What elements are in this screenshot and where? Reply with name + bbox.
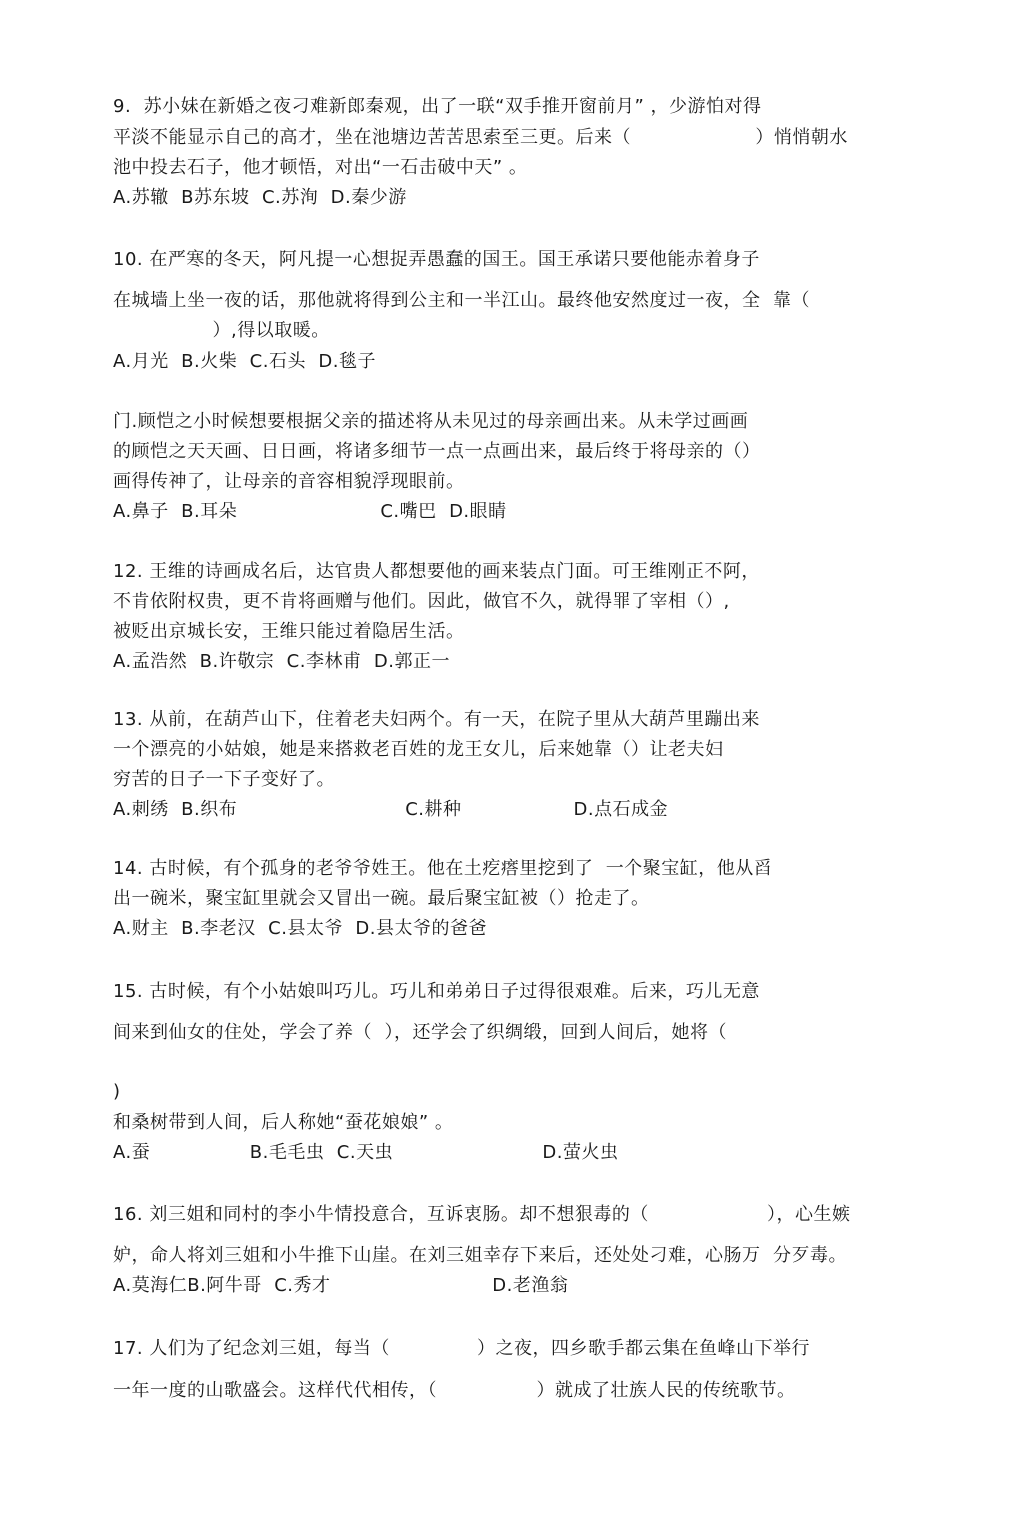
question-text-line: 17. 人们为了纪念刘三姐，每当（ ）之夜，四乡歌手都云集在鱼峰山下举行 <box>113 1338 810 1359</box>
question-text-line: 平淡不能显示自己的高才，坐在池塘边苦苦思索至三更。后来（ ）悄悄朝水 <box>113 127 848 148</box>
question-text-line: 出一碗米，聚宝缸里就会又冒出一碗。最后聚宝缸被（）抢走了。 <box>113 888 650 909</box>
answer-options: A.刺绣 B.织布 C.耕种 D.点石成金 <box>113 799 669 820</box>
question-text-line: 16. 刘三姐和同村的李小牛情投意合，互诉衷肠。却不想狠毒的（ ），心生嫉 <box>113 1204 851 1225</box>
question-text-line: 12. 王维的诗画成名后，达官贵人都想要他的画来装点门面。可王维刚正不阿， <box>113 561 760 582</box>
question-text-line: 间来到仙女的住处，学会了养（ ），还学会了织绸缎，回到人间后，她将（ <box>113 1022 727 1043</box>
question-text-line: 14. 古时候，有个孤身的老爷爷姓王。他在土疙瘩里挖到了 一个聚宝缸，他从舀 <box>113 858 773 879</box>
question-text-line: 和桑树带到人间，后人称她“蚕花娘娘” 。 <box>113 1112 454 1133</box>
question-text-line: 池中投去石子，他才顿悟，对出“一石击破中天” 。 <box>113 157 528 178</box>
question-text-line: 一个漂亮的小姑娘，她是来搭救老百姓的龙王女儿，后来她靠（）让老夫妇 <box>113 739 724 760</box>
answer-options: A.孟浩然 B.许敬宗 C.李林甫 D.郭正一 <box>113 651 450 672</box>
question-text-line: 15. 古时候，有个小姑娘叫巧儿。巧儿和弟弟日子过得很艰难。后来，巧儿无意 <box>113 981 760 1002</box>
answer-options: A.财主 B.李老汉 C.县太爷 D.县太爷的爸爸 <box>113 918 487 939</box>
question-text-line: 不肯依附权贵，更不肯将画赠与他们。因此，做官不久，就得罪了宰相（）, <box>113 591 730 612</box>
question-text-line: 妒，命人将刘三姐和小牛推下山崖。在刘三姐幸存下来后，还处处刁难，心肠万 分歹毒。 <box>113 1245 847 1266</box>
question-text-line: 在城墙上坐一夜的话，那他就将得到公主和一半江山。最终他安然度过一夜，全 靠（ <box>113 290 810 311</box>
question-text-line: 门.顾恺之小时候想要根据父亲的描述将从未见过的母亲画出来。从未学过画画 <box>113 411 749 432</box>
question-text-line: 13. 从前，在葫芦山下，住着老夫妇两个。有一天，在院子里从大葫芦里蹦出来 <box>113 709 760 730</box>
answer-options: A.月光 B.火柴 C.石头 D.毯子 <box>113 351 376 372</box>
answer-options: A.苏辙 B苏东坡 C.苏洵 D.秦少游 <box>113 187 407 208</box>
answer-options: A.鼻子 B.耳朵 C.嘴巴 D.眼睛 <box>113 501 507 522</box>
answer-options: A.莫海仁B.阿牛哥 C.秀才 D.老渔翁 <box>113 1275 569 1296</box>
question-text-line: ) <box>113 1081 121 1102</box>
question-text-line: 穷苦的日子一下子变好了。 <box>113 769 335 790</box>
answer-options: A.蚕 B.毛毛虫 C.天虫 D.萤火虫 <box>113 1142 619 1163</box>
question-text-line: 一年一度的山歌盛会。这样代代相传，（ ）就成了壮族人民的传统歌节。 <box>113 1380 796 1401</box>
question-text-line: 画得传神了，让母亲的音容相貌浮现眼前。 <box>113 471 465 492</box>
question-text-line: 9. 苏小妹在新婚之夜刁难新郎秦观，出了一联“双手推开窗前月” ，少游怕对得 <box>113 96 762 117</box>
question-text-line: 被贬出京城长安，王维只能过着隐居生活。 <box>113 621 465 642</box>
question-text-line: ）,得以取暖。 <box>113 320 330 341</box>
question-text-line: 的顾恺之天天画、日日画，将诸多细节一点一点画出来，最后终于将母亲的（） <box>113 441 761 462</box>
question-text-line: 10. 在严寒的冬天，阿凡提一心想捉弄愚蠢的国王。国王承诺只要他能赤着身子 <box>113 249 760 270</box>
